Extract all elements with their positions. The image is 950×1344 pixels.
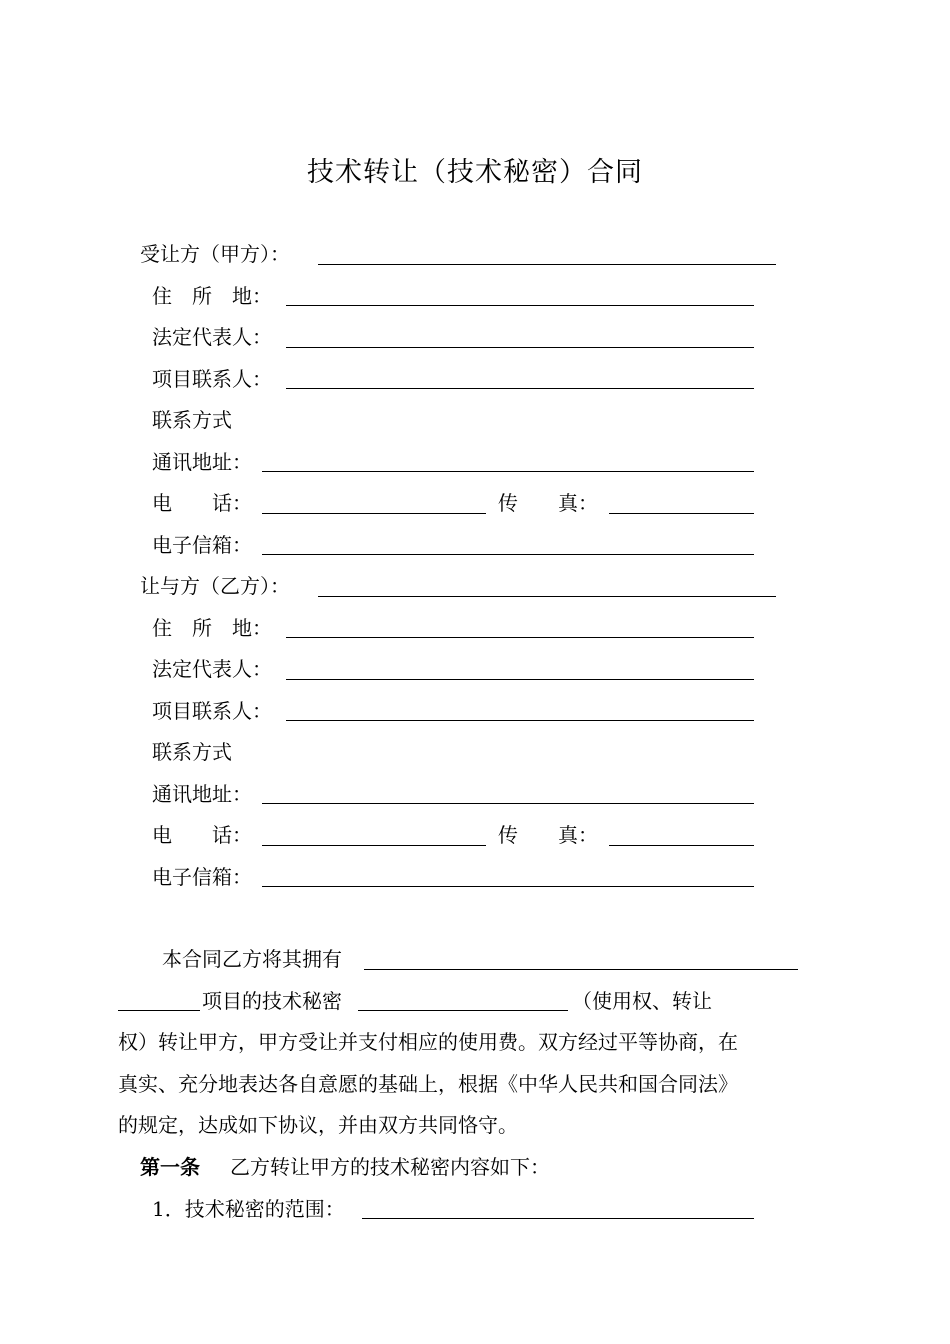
party-a-phone-label: 电 话：: [152, 491, 252, 515]
party-b-name-field[interactable]: [318, 596, 776, 597]
secret-scope-field[interactable]: [362, 1218, 754, 1219]
party-b-email-label: 电子信箱：: [152, 865, 252, 889]
party-b-phone-field[interactable]: [262, 845, 486, 846]
party-b-address-label: 住 所 地：: [152, 616, 272, 640]
party-b-mail-address-field[interactable]: [262, 803, 754, 804]
party-a-fax-field[interactable]: [609, 513, 754, 514]
article-1-label: 第一条: [140, 1155, 200, 1179]
party-a-legal-rep-field[interactable]: [286, 347, 754, 348]
party-b-legal-rep-field[interactable]: [286, 679, 754, 680]
party-a-mail-address-field[interactable]: [262, 471, 754, 472]
party-a-email-field[interactable]: [262, 554, 754, 555]
party-b-legal-rep-label: 法定代表人：: [152, 657, 272, 681]
page-title: 技术转让（技术秘密）合同: [307, 157, 643, 188]
party-b-heading: 让与方（乙方）：: [140, 574, 290, 598]
party-b-contact-method-label: 联系方式: [152, 740, 232, 764]
party-b-contact-person-field[interactable]: [286, 720, 754, 721]
party-b-fax-label: 传 真：: [498, 823, 598, 847]
party-a-address-field[interactable]: [286, 305, 754, 306]
body-line-3: 权）转让甲方，甲方受让并支付相应的使用费。双方经过平等协商，在: [118, 1030, 738, 1054]
party-a-address-label: 住 所 地：: [152, 284, 272, 308]
body-line-5: 的规定，达成如下协议，并由双方共同恪守。: [118, 1113, 518, 1137]
party-b-address-field[interactable]: [286, 637, 754, 638]
project-name-field[interactable]: [118, 1010, 200, 1011]
party-a-name-field[interactable]: [318, 264, 776, 265]
party-a-contact-person-label: 项目联系人：: [152, 367, 272, 391]
technical-secret-field[interactable]: [358, 1010, 568, 1011]
party-a-email-label: 电子信箱：: [152, 533, 252, 557]
party-a-legal-rep-label: 法定代表人：: [152, 325, 272, 349]
party-b-mail-address-label: 通讯地址：: [152, 782, 252, 806]
party-b-phone-label: 电 话：: [152, 823, 252, 847]
article-1-text: 乙方转让甲方的技术秘密内容如下：: [230, 1155, 550, 1179]
party-b-email-field[interactable]: [262, 886, 754, 887]
party-a-heading: 受让方（甲方）：: [140, 242, 290, 266]
party-b-contact-person-label: 项目联系人：: [152, 699, 272, 723]
body-line-1: 本合同乙方将其拥有: [162, 947, 342, 971]
party-a-contact-person-field[interactable]: [286, 388, 754, 389]
party-a-mail-address-label: 通讯地址：: [152, 450, 252, 474]
owned-item-field[interactable]: [364, 969, 798, 970]
body-line-2a: 项目的技术秘密: [202, 989, 342, 1013]
party-a-contact-method-label: 联系方式: [152, 408, 232, 432]
party-a-phone-field[interactable]: [262, 513, 486, 514]
party-b-fax-field[interactable]: [609, 845, 754, 846]
body-line-2b: （使用权、转让: [572, 989, 712, 1013]
body-line-4: 真实、充分地表达各自意愿的基础上，根据《中华人民共和国合同法》: [118, 1072, 738, 1096]
party-a-fax-label: 传 真：: [498, 491, 598, 515]
article-1-item-1: 1．技术秘密的范围：: [152, 1197, 345, 1221]
